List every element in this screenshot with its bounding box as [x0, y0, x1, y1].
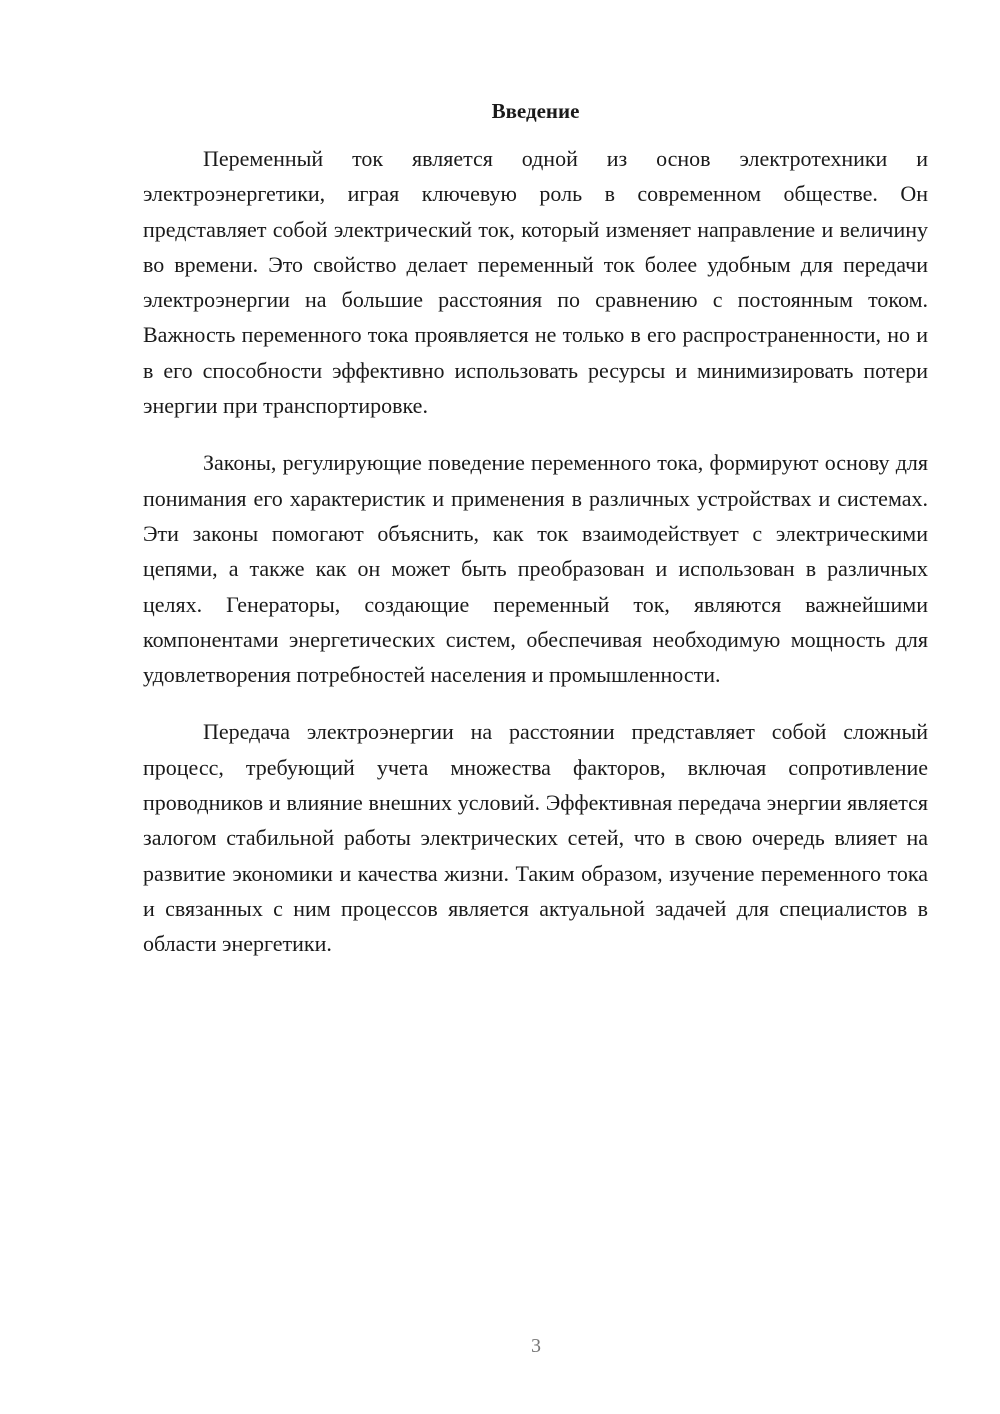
- body-text: [143, 141, 928, 984]
- paragraph-1: Переменный ток является одной из основ электротехники и электроэнергетики, играя ключевую роль в современном обществе. Он представляет собой электрический ток, который изменяет направление и величину во времени. Это свойство делает переменный ток более удобным для передачи электроэнергии на большие расстояния по сравнению с постоянным током. Важность переменного тока проявляется не только в его распространенности, но и в его способности эффективно использовать ресурсы и минимизировать потери энергии при транспортировке.: [143, 146, 928, 419]
- paragraph-3: Передача электроэнергии на расстоянии представляет собой сложный процесс, требующий учета множества факторов, включая сопротивление проводников и влияние внешних условий. Эффективная передача энергии является залогом стабильной работы электрических сетей, что в свою очередь влияет на развитие экономики и качества жизни. Таким образом, изучение переменного тока и связанных с ним процессов является актуальной задачей для специалистов в области энергетики.: [143, 719, 928, 957]
- page-number: 3: [531, 1335, 541, 1357]
- section-heading: Введение: [491, 99, 580, 123]
- paragraph-2: Законы, регулирующие поведение переменного тока, формируют основу для понимания его характеристик и применения в различных устройствах и системах. Эти законы помогают объяснить, как ток взаимодействует с электрическими цепями, а также как он может быть преобразован и использован в различных целях. Генераторы, создающие переменный ток, являются важнейшими компонентами энергетических систем, обеспечивая необходимую мощность для удовлетворения потребностей населения и промышленности.: [143, 450, 928, 688]
